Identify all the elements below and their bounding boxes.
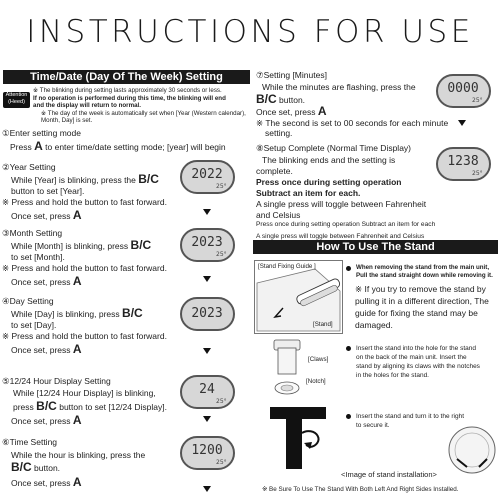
attention-line: and the display will return to normal.: [33, 102, 141, 109]
fast-forward-note: ※ Press and hold the button to fast forward.: [2, 197, 167, 207]
lcd-main: 2023: [191, 235, 223, 250]
page-title: INSTRUCTIONS FOR USE: [26, 14, 474, 50]
key-bc: B/C: [256, 92, 277, 106]
down-arrow-icon: [203, 209, 211, 215]
toggle-line2: and Celsius: [256, 210, 301, 220]
warning-line: guide for fixing the stand may be: [355, 308, 478, 318]
once-pre: Once set, press: [11, 416, 71, 426]
step2-pre: While [Year] is blinking, press the: [11, 175, 136, 185]
insert-line: stand by aligning its claws with the notches: [356, 363, 480, 370]
clock-back-illustration: [447, 425, 497, 475]
step7-line2: [256, 94, 305, 105]
step8-line2: complete.: [256, 166, 293, 176]
attention-text: [33, 87, 246, 125]
lcd-display-12-24: [180, 375, 235, 409]
turn-line: to secure it.: [356, 422, 390, 429]
lcd-sub: 25°: [216, 183, 227, 190]
step2-line1: [11, 174, 159, 185]
lcd-main: 2022: [191, 167, 223, 182]
how-to-use-stand-header: How To Use The Stand: [253, 240, 498, 254]
bullet-icon: [346, 414, 351, 419]
down-arrow-icon: [203, 486, 211, 492]
once-pre: Once set, press: [11, 211, 71, 221]
stand-installation-caption: <Image of stand installation>: [341, 470, 437, 479]
lcd-main: 0000: [447, 81, 479, 96]
key-a: A: [72, 475, 82, 489]
down-arrow-icon: [203, 348, 211, 354]
key-bc: B/C: [138, 172, 159, 186]
claws-label: [Claws]: [308, 356, 329, 363]
step3-line2: to set [Month].: [11, 252, 65, 262]
step5-title: ⑤12/24 Hour Display Setting: [2, 376, 111, 386]
fast-forward-note: ※ Press and hold the button to fast forward.: [2, 263, 167, 273]
bullet-icon: [346, 346, 351, 351]
key-a: A: [72, 274, 82, 288]
step4-pre: While [Day] is blinking, press: [11, 309, 120, 319]
step7-line1: While the minutes are flashing, press the: [262, 82, 416, 92]
time-date-setting-header: Time/Date (Day Of The Week) Setting: [3, 70, 250, 84]
removal-text: [356, 264, 493, 279]
lcd-main: 2023: [191, 306, 223, 321]
once-pre: Once set, press: [11, 277, 71, 287]
once-set-line: [11, 344, 82, 355]
lcd-display-complete: [436, 147, 491, 181]
stand-label: [Stand]: [313, 321, 333, 328]
lcd-display-month: [180, 228, 235, 262]
attention-badge: [3, 92, 30, 108]
step7-note-line2: setting.: [265, 128, 293, 138]
repeat-line2: A single press will toggle between Fahrenheit and Celsius: [256, 233, 425, 240]
once-set-line: [11, 415, 82, 426]
lcd-display-minutes: [436, 74, 491, 108]
attention-note-line: Month, Day] is set.: [41, 117, 93, 124]
toggle-line1: A single press will toggle between Fahrenheit: [256, 199, 427, 209]
bullet-icon: [346, 266, 351, 271]
key-bc: B/C: [122, 306, 143, 320]
stand-claws-illustration: [268, 338, 308, 401]
attention-note-line: ※ The day of the week is automatically set when [Year (Western calendar),: [41, 109, 246, 117]
step1-text: [10, 141, 226, 152]
once-set-line: [11, 276, 82, 287]
lcd-sub: 25°: [216, 251, 227, 258]
attention-line: ※ The blinking during setting lasts approximately 30 seconds or less.: [33, 87, 222, 94]
warning-line: ※ If you try to remove the stand by: [355, 284, 486, 294]
step4-line2: to set [Day].: [11, 320, 57, 330]
warning-text: [355, 283, 489, 331]
bold-line1: Press once during setting operation: [256, 177, 402, 187]
repeat-line1: Press once during setting operation Subtract an item for each: [256, 221, 436, 228]
step1-title: ①Enter setting mode: [2, 128, 81, 138]
insert-text: [356, 344, 480, 380]
step7-title: ⑦Setting [Minutes]: [256, 70, 327, 80]
attention-badge-line2: (Heed): [8, 99, 25, 105]
step7-note-line1: ※ The second is set to 00 seconds for each minute: [256, 118, 449, 128]
once-set-line: [11, 477, 82, 488]
lcd-main: 24: [199, 382, 215, 397]
step3-title: ③Month Setting: [2, 228, 63, 238]
lcd-main: 1200: [191, 443, 223, 458]
step4-title: ④Day Setting: [2, 296, 54, 306]
step5-post: button to set [12/24 Display].: [59, 402, 167, 412]
once-pre: Once set, press: [11, 478, 71, 488]
insert-line: Insert the stand into the hole for the stand: [356, 345, 476, 352]
attention-line: If no operation is performed during this time, the blinking will end: [33, 94, 226, 102]
key-bc: B/C: [11, 460, 32, 474]
once-pre: Once set, press: [256, 107, 316, 117]
turn-line: Insert the stand and turn it to the right: [356, 413, 465, 420]
step8-line1: The blinking ends and the setting is: [262, 155, 396, 165]
step2-line2: button to set [Year].: [11, 186, 85, 196]
step7-post: button.: [279, 95, 306, 105]
step6-post: button.: [34, 463, 61, 473]
key-a: A: [34, 139, 43, 153]
step1-pre: Press: [10, 142, 32, 152]
key-a: A: [72, 342, 82, 356]
stand-insert-illustration: [268, 405, 328, 471]
key-a: A: [317, 104, 327, 118]
fast-forward-note: ※ Press and hold the button to fast forward.: [2, 331, 167, 341]
lcd-display-time: [180, 436, 235, 470]
lcd-display-year: [180, 160, 235, 194]
step5-line1: While [12/24 Hour Display] is blinking,: [13, 388, 156, 398]
warning-line: pulling it in a different direction, The: [355, 296, 489, 306]
key-bc: B/C: [130, 238, 152, 252]
once-pre: Once set, press: [11, 345, 71, 355]
lcd-sub: 25°: [216, 398, 227, 405]
removal-line: Pull the stand straight down while removing it.: [356, 271, 493, 279]
once-set-line: [11, 210, 82, 221]
down-arrow-icon: [458, 120, 466, 126]
step6-title: ⑥Time Setting: [2, 437, 58, 447]
step2-title: ②Year Setting: [2, 162, 56, 172]
step7-once-set: [256, 106, 327, 117]
step8-title: ⑧Setup Complete (Normal Time Display): [256, 143, 412, 153]
bold-line2: Subtract an item for each.: [256, 188, 361, 198]
footer-note: ※ Be Sure To Use The Stand With Both Left And Right Sides Installed.: [262, 486, 459, 493]
step3-line1: [11, 240, 151, 251]
step6-line1: While the hour is blinking, press the: [11, 450, 146, 460]
lcd-main: 1238: [447, 154, 479, 169]
step1-post: to enter time/date setting mode; [year] will begin: [45, 142, 226, 152]
step4-line1: [11, 308, 143, 319]
lcd-display-day: [180, 297, 235, 331]
attention-badge-line1: Attention: [5, 92, 28, 98]
insert-line: in the holes for the stand.: [356, 372, 429, 379]
key-a: A: [72, 413, 82, 427]
down-arrow-icon: [203, 276, 211, 282]
key-bc: B/C: [36, 399, 57, 413]
notch-label: [Notch]: [306, 378, 326, 385]
removal-line: When removing the stand from the main unit,: [356, 264, 490, 271]
step5-pre: press: [13, 402, 34, 412]
lcd-sub: 25°: [216, 459, 227, 466]
step6-line2: [11, 462, 60, 473]
lcd-sub: 25°: [472, 170, 483, 177]
lcd-sub: 25°: [472, 97, 483, 104]
step5-line2: [13, 401, 167, 412]
key-a: A: [72, 208, 82, 222]
insert-line: on the back of the main unit. Insert the: [356, 354, 467, 361]
down-arrow-icon: [203, 416, 211, 422]
warning-line: damaged.: [355, 320, 393, 330]
stand-fixing-guide-label: [Stand Fixing Guide ]: [258, 263, 316, 270]
step3-pre: While [Month] is blinking, press: [11, 241, 129, 251]
